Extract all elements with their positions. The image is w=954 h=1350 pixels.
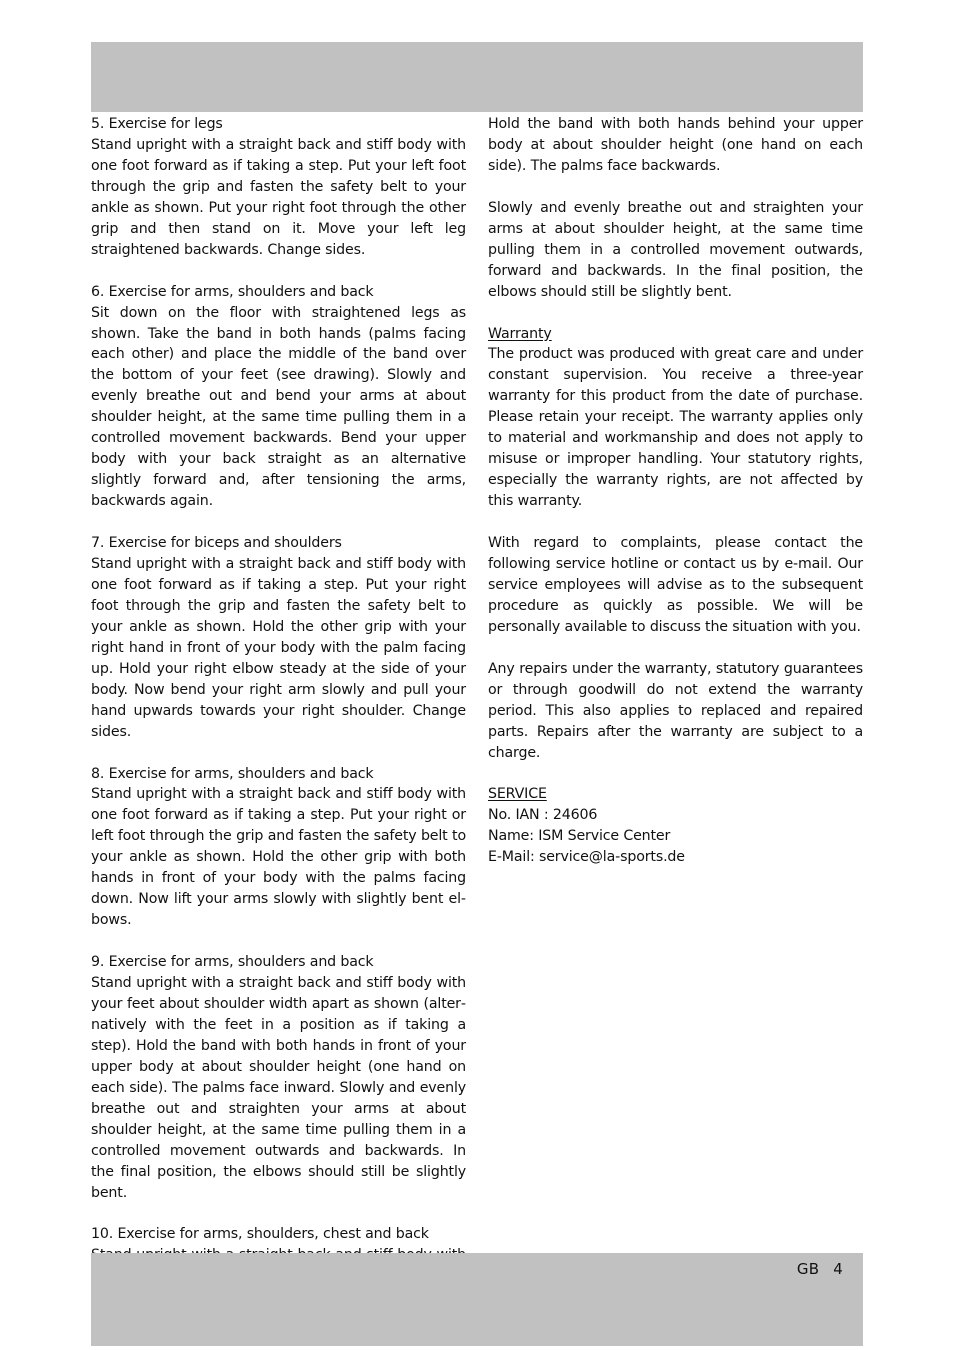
section-exercise-9	[91, 952, 466, 1203]
service-email: E-Mail: service@la-sports.de	[488, 849, 685, 866]
service-heading: SERVICE	[488, 786, 547, 803]
section-heading: 9. Exercise for arms, shoulders and back	[91, 954, 374, 971]
section-text: Stand upright with a straight back and stiff body with your feet about shoulder width apart as shown (alternatively with the feet in a position as if taking a step). Hold the band with both hands in front of your upper body at about shoulder height (one hand on each side). The palms face inward. Slowly and evenly breathe out and straighten your arms at about shoulder height, at the same time pulling them in a controlled movement outwards and backwards. In the final position, the elbows should still be slightly bent.	[91, 975, 466, 1201]
section-text: Stand upright with a straight back and stiff body with one foot forward as if taking a step. Put your right or left foot through the grip and fasten the safety belt to your ankle as shown. Hold the other grip with both hands in front of your body with the palms facing down. Now lift your arms slowly with slightly bent elbows.	[91, 786, 466, 929]
section-heading: 5. Exercise for legs	[91, 116, 223, 132]
section-exercise-6	[91, 282, 466, 512]
section-text: Stand upright with a straight back and stiff body with one foot forward as if taking a step. Put your left foot through the grip and fasten the safety belt to your ankle as shown. Put your right foot through the other grip and then stand on it. Move your left leg straightened backwards. Change sides.	[91, 136, 466, 258]
section-heading: 7. Exercise for biceps and shoulders	[91, 535, 342, 552]
warranty-heading: Warranty	[488, 325, 552, 342]
exercise-10-continued-2: Slowly and evenly breathe out and straighten your arms at about shoulder height, at the same time pulling them in a controlled movement outwards, forward and backwards. In the final position, the elbows should still be slightly bent.	[488, 199, 863, 300]
service-ian: No. IAN : 24606	[488, 807, 598, 824]
section-exercise-5	[91, 114, 466, 261]
warranty-section	[488, 324, 863, 513]
footer-band	[91, 1253, 863, 1346]
header-band	[91, 42, 863, 112]
section-heading: 10. Exercise for arms, shoulders, chest and back	[91, 1226, 429, 1243]
warranty-text: The product was produced with great care and under constant supervision. You receive a three-year warranty for this product from the date of purchase. Please retain your receipt. The warranty applies only to material and workmanship and does not apply to misuse or improper handling. Your statutory rights, especially the warranty rights, are not affected by this warranty.	[488, 346, 863, 510]
page-number: 4	[833, 1260, 843, 1278]
right-column	[488, 114, 863, 889]
complaints-paragraph: With regard to complaints, please contact the following service hotline or contact us by e-mail. Our service employees will advise as to the subsequent procedure as quickly as possible. We will be personally available to discuss the situation with you.	[488, 535, 863, 635]
exercise-10-continued: Hold the band with both hands behind your upper body at about shoulder height (one hand on each side). The palms face backwards.	[488, 116, 863, 174]
page-footer	[797, 1259, 843, 1279]
section-exercise-8	[91, 764, 466, 932]
repairs-paragraph: Any repairs under the warranty, statutory guarantees or through goodwill do not extend the warranty period. This also applies to replaced and repaired parts. Repairs after the warranty are subject to a charge.	[488, 660, 863, 761]
language-code: GB	[796, 1260, 820, 1278]
section-exercise-7	[91, 533, 466, 743]
left-column	[91, 114, 466, 1350]
section-text: Sit down on the floor with straightened legs as shown. Take the band in both hands (palms facing each other) and place the middle of the band over the bottom of your feet (see drawing). Slowly and evenly breathe out and bend your arms at about shoulder height, at the same time pulling them in a controlled movement backwards. Bend your upper body with your back straight as an alternative slightly forward and, after tensioning the arms, backwards again.	[91, 304, 466, 510]
section-heading: 6. Exercise for arms, shoulders and back	[91, 283, 374, 300]
section-heading: 8. Exercise for arms, shoulders and back	[91, 765, 374, 782]
service-name: Name: ISM Service Center	[488, 828, 671, 845]
section-text: Stand upright with a straight back and stiff body with one foot forward as if taking a step. Put your right foot through the grip and fasten the safety belt to your ankle as shown. Hold the other grip with your right hand in front of your body with the palm facing up. Hold your right elbow steady at the side of your body. Now bend your right arm slowly and pull your hand upwards towards your right shoulder. Change sides.	[91, 555, 466, 740]
service-section	[488, 784, 863, 868]
